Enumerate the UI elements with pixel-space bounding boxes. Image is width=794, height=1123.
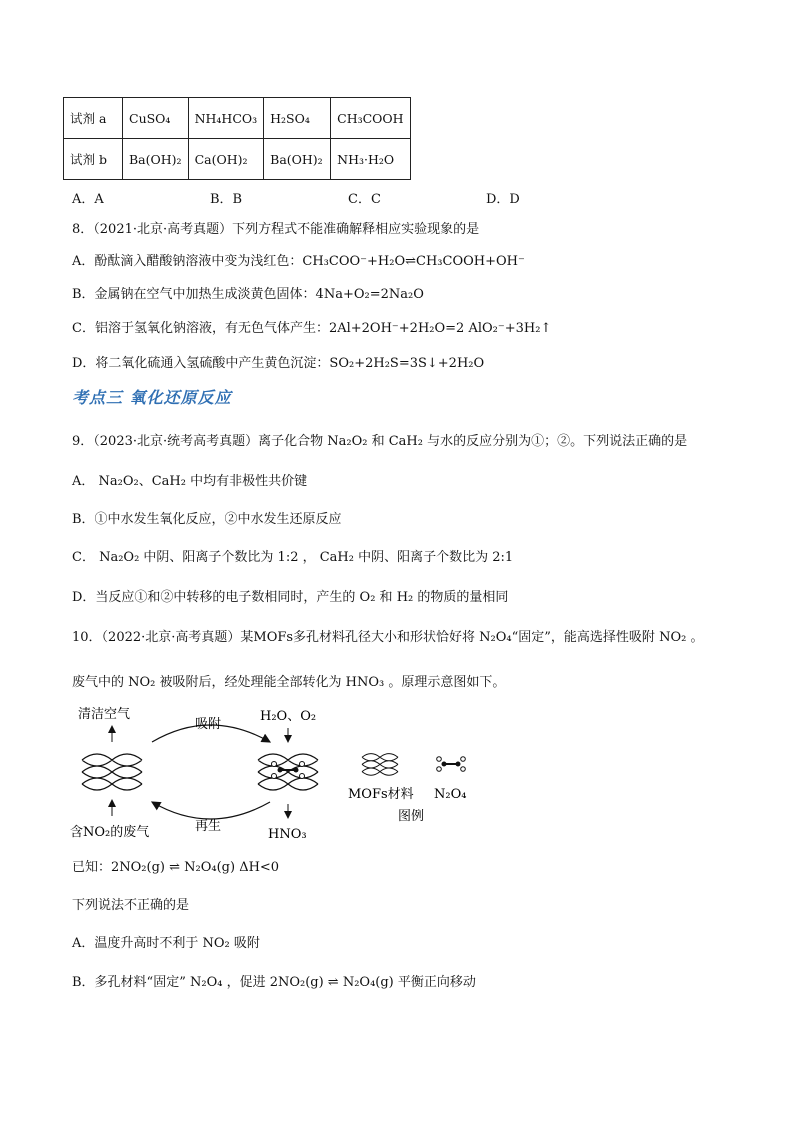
q9-stem: 9．（2023·北京·统考高考真题）离子化合物 Na₂O₂ 和 CaH₂ 与水的反应分别为①；②。下列说法正确的是 — [72, 434, 688, 449]
mof-material-loaded — [258, 754, 318, 790]
q8-option-b: B．金属钠在空气中加热生成淡黄色固体：4Na+O₂=2Na₂O — [72, 287, 424, 302]
option-b: B．B — [210, 192, 243, 207]
table-cell: NH₃·H₂O — [331, 139, 410, 180]
table-row — [64, 98, 411, 139]
q9-option-b: B．①中水发生氧化反应，②中水发生还原反应 — [72, 512, 342, 527]
legend-mof-icon — [362, 754, 398, 776]
q8-option-d: D．将二氧化硫通入氢硫酸中产生黄色沉淀：SO₂+2H₂S=3S↓+2H₂O — [72, 356, 485, 371]
legend-mof-label: MOFs材料 — [348, 787, 414, 802]
legend-n2o4-icon — [437, 757, 466, 772]
table-cell: Ca(OH)₂ — [188, 139, 264, 180]
table-cell: Ba(OH)₂ — [264, 139, 331, 180]
q10-line2: 废气中的 NO₂ 被吸附后，经处理能全部转化为 HNO₃ 。原理示意图如下。 — [72, 675, 506, 690]
table-cell: CuSO₄ — [123, 98, 189, 139]
q9-option-d: D．当反应①和②中转移的电子数相同时，产生的 O₂ 和 H₂ 的物质的量相同 — [72, 590, 509, 605]
q10-ask: 下列说法不正确的是 — [72, 898, 190, 913]
table-cell: H₂SO₄ — [264, 98, 331, 139]
table-cell: 试剂 a — [64, 98, 123, 139]
q10-stem: 10．（2022·北京·高考真题）某MOFs多孔材料孔径大小和形状恰好将 N₂O₄“固定”，能高选择性吸附 NO₂ 。 — [72, 630, 704, 645]
clean-air-label: 清洁空气 — [78, 707, 131, 722]
reagent-table — [63, 97, 411, 180]
table-cell: CH₃COOH — [331, 98, 410, 139]
q10-option-b: B．多孔材料“固定” N₂O₄ ，促进 2NO₂(g) ⇌ N₂O₄(g) 平衡正向移动 — [72, 975, 476, 990]
option-a: A．A — [72, 192, 104, 207]
section-title: 考点三 氧化还原反应 — [72, 388, 232, 407]
regen-arrow — [152, 802, 270, 819]
option-c: C．C — [348, 192, 381, 207]
option-d: D．D — [486, 192, 520, 207]
waste-gas-label: 含NO₂的废气 — [70, 825, 150, 840]
mof-diagram — [60, 700, 500, 850]
adsorb-label: 吸附 — [195, 717, 222, 732]
q10-known: 已知：2NO₂(g) ⇌ N₂O₄(g) ΔH<0 — [72, 860, 280, 875]
table-cell: 试剂 b — [64, 139, 123, 180]
reagents-label: H₂O、O₂ — [260, 709, 317, 724]
q9-option-c: C． Na₂O₂ 中阴、阳离子个数比为 1:2 ， CaH₂ 中阴、阳离子个数比为 2:1 — [72, 550, 514, 565]
table-row — [64, 139, 411, 180]
table-cell: Ba(OH)₂ — [123, 139, 189, 180]
q10-option-a: A．温度升高时不利于 NO₂ 吸附 — [72, 936, 260, 951]
q8-stem: 8．（2021·北京·高考真题）下列方程式不能准确解释相应实验现象的是 — [72, 222, 480, 237]
n2o4-molecule — [272, 762, 305, 779]
regen-label: 再生 — [195, 819, 222, 834]
legend-n2o4-label: N₂O₄ — [434, 787, 467, 802]
q8-option-a: A．酚酞滴入醋酸钠溶液中变为浅红色：CH₃COO⁻+H₂O⇌CH₃COOH+OH⁻ — [72, 254, 525, 269]
hno3-label: HNO₃ — [268, 827, 307, 842]
legend-title: 图例 — [398, 809, 425, 824]
q8-option-c: C．铝溶于氢氧化钠溶液，有无色气体产生：2Al+2OH⁻+2H₂O=2 AlO₂⁻+3H₂↑ — [72, 321, 552, 336]
mof-material-left — [82, 754, 142, 790]
table-cell: NH₄HCO₃ — [188, 98, 264, 139]
q9-option-a: A． Na₂O₂、CaH₂ 中均有非极性共价键 — [72, 474, 308, 489]
